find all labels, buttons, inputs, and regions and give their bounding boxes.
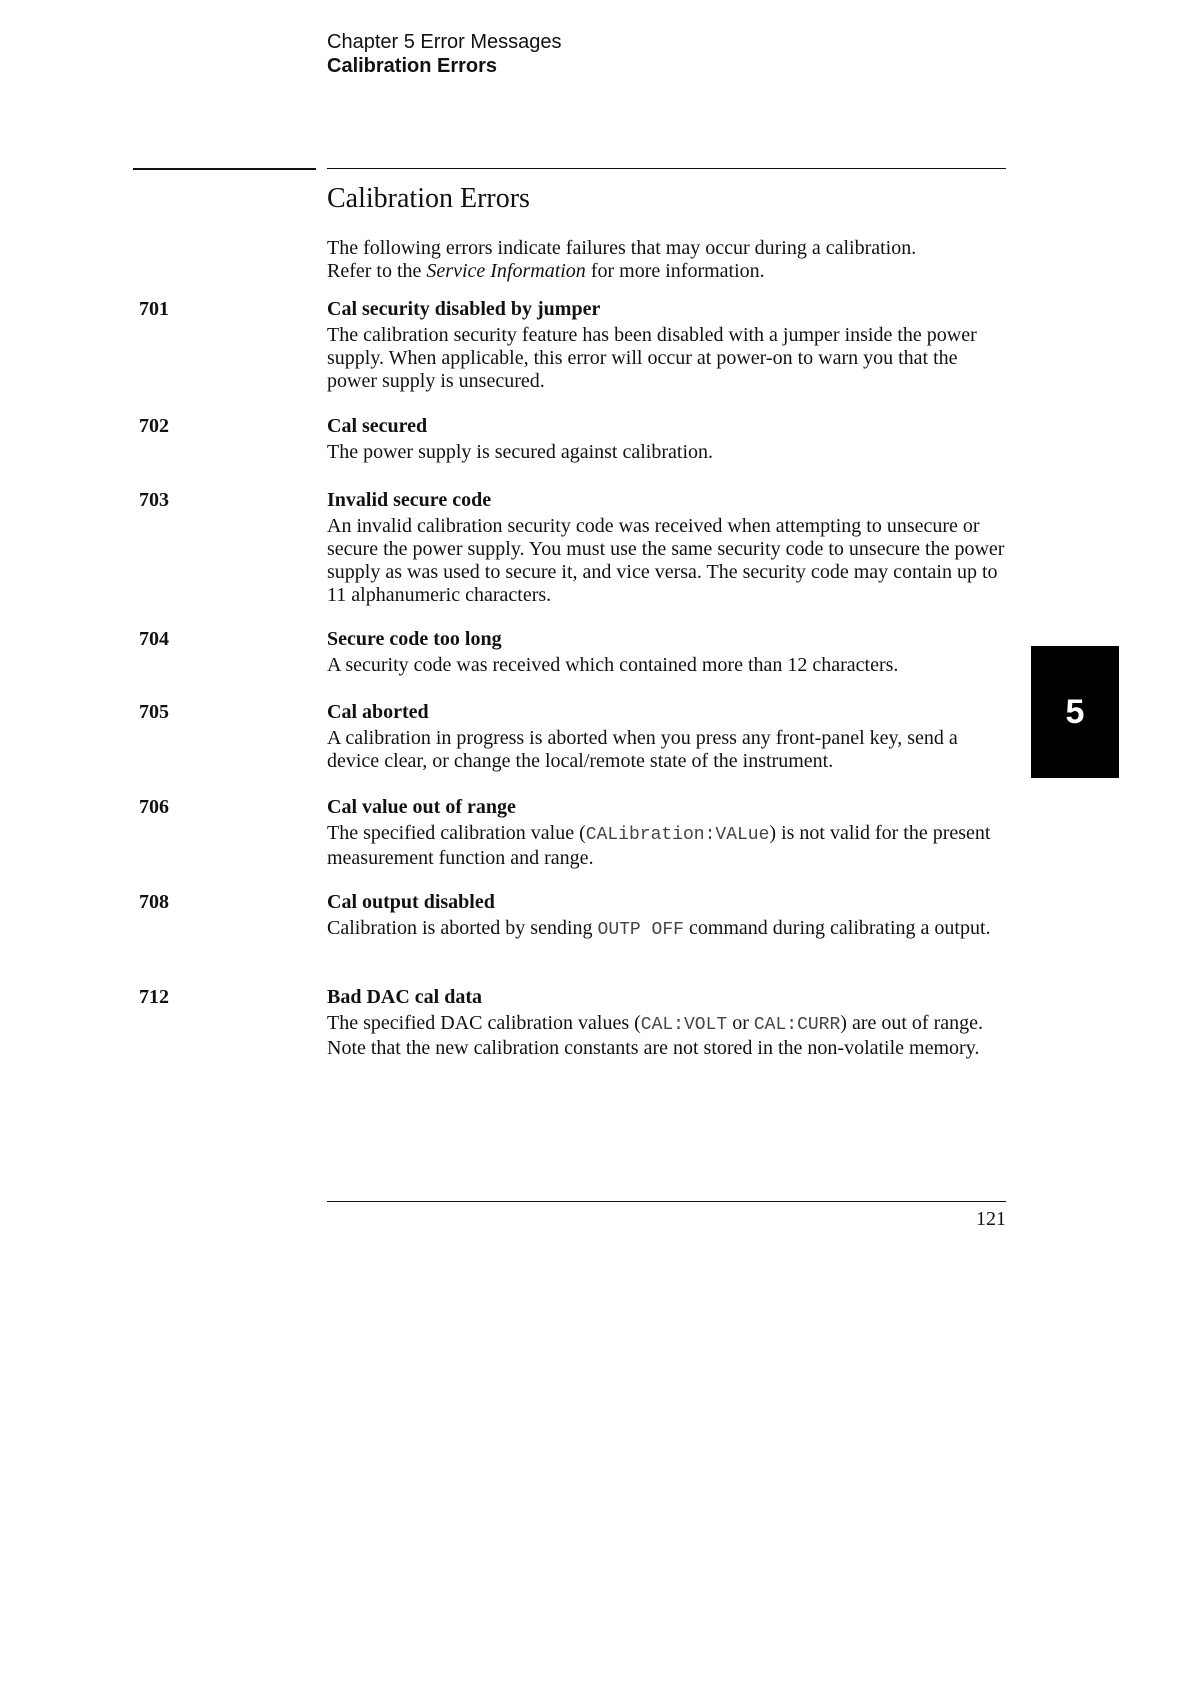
- error-title: Cal value out of range: [327, 796, 516, 818]
- error-description-text: ) are out of range. Note that the new calibration constants are not stored in the non-volatile memory.: [327, 1012, 984, 1059]
- running-head: [327, 30, 562, 78]
- error-description-text: Calibration is aborted by sending: [327, 917, 598, 939]
- error-title: Cal aborted: [327, 701, 429, 723]
- error-title: Cal security disabled by jumper: [327, 298, 601, 320]
- error-title: Invalid secure code: [327, 489, 492, 511]
- chapter-tab: 5: [1031, 646, 1119, 778]
- page-number: 121: [976, 1208, 1006, 1230]
- intro-line1: The following errors indicate failures that may occur during a calibration.: [327, 237, 917, 259]
- running-head-section: Calibration Errors: [327, 55, 498, 77]
- error-description-text: The specified calibration value (: [327, 822, 586, 844]
- error-title: Secure code too long: [327, 628, 502, 650]
- error-code: 701: [139, 298, 169, 320]
- scpi-command: CAL:CURR: [753, 1015, 841, 1035]
- intro-line2-post: for more information.: [585, 260, 765, 282]
- error-code: 712: [139, 986, 169, 1008]
- margin-rule: [133, 168, 316, 170]
- page-title: Calibration Errors: [327, 183, 530, 214]
- error-description: A security code was received which contained more than 12 characters.: [327, 654, 899, 676]
- error-description-text: or: [727, 1012, 754, 1034]
- error-description: [327, 1012, 1007, 1060]
- service-information-reference: Service Information: [426, 260, 586, 282]
- error-description: The power supply is secured against calibration.: [327, 441, 713, 463]
- scpi-command: CAL:VOLT: [640, 1015, 728, 1035]
- error-code: 703: [139, 489, 169, 511]
- error-code: 706: [139, 796, 169, 818]
- header-rule: [327, 168, 1006, 169]
- error-description: An invalid calibration security code was received when attempting to unsecure or secure the power supply. You must use the same security code to unsecure the power supply as was used to secure it, and vice versa. The security code may contain up to 11 alphanumeric characters.: [327, 515, 1005, 606]
- error-description: The calibration security feature has been disabled with a jumper inside the power supply. When applicable, this error will occur at power-on to warn you that the power supply is unsecured.: [327, 324, 977, 392]
- error-title: Cal output disabled: [327, 891, 495, 913]
- intro-line2-pre: Refer to the: [327, 260, 427, 282]
- error-description-text: The specified DAC calibration values (: [327, 1012, 641, 1034]
- scpi-command: OUTP OFF: [597, 920, 684, 940]
- error-title: Bad DAC cal data: [327, 986, 483, 1008]
- error-description-text: ) is not valid for the present measurement function and range.: [327, 822, 991, 869]
- footer-rule: [327, 1201, 1006, 1202]
- scpi-command: CALibration:VALue: [585, 825, 770, 845]
- error-description: A calibration in progress is aborted when you press any front-panel key, send a device clear, or change the local/remote state of the instrument.: [327, 727, 958, 772]
- error-description: [327, 917, 1007, 942]
- error-code: 708: [139, 891, 169, 913]
- intro-paragraph: [327, 237, 1007, 283]
- error-description-text: command during calibrating a output.: [683, 917, 991, 939]
- error-code: 705: [139, 701, 169, 723]
- running-head-chapter: Chapter 5 Error Messages: [327, 31, 562, 53]
- error-code: 702: [139, 415, 169, 437]
- error-code: 704: [139, 628, 169, 650]
- error-title: Cal secured: [327, 415, 428, 437]
- error-description: [327, 822, 1007, 870]
